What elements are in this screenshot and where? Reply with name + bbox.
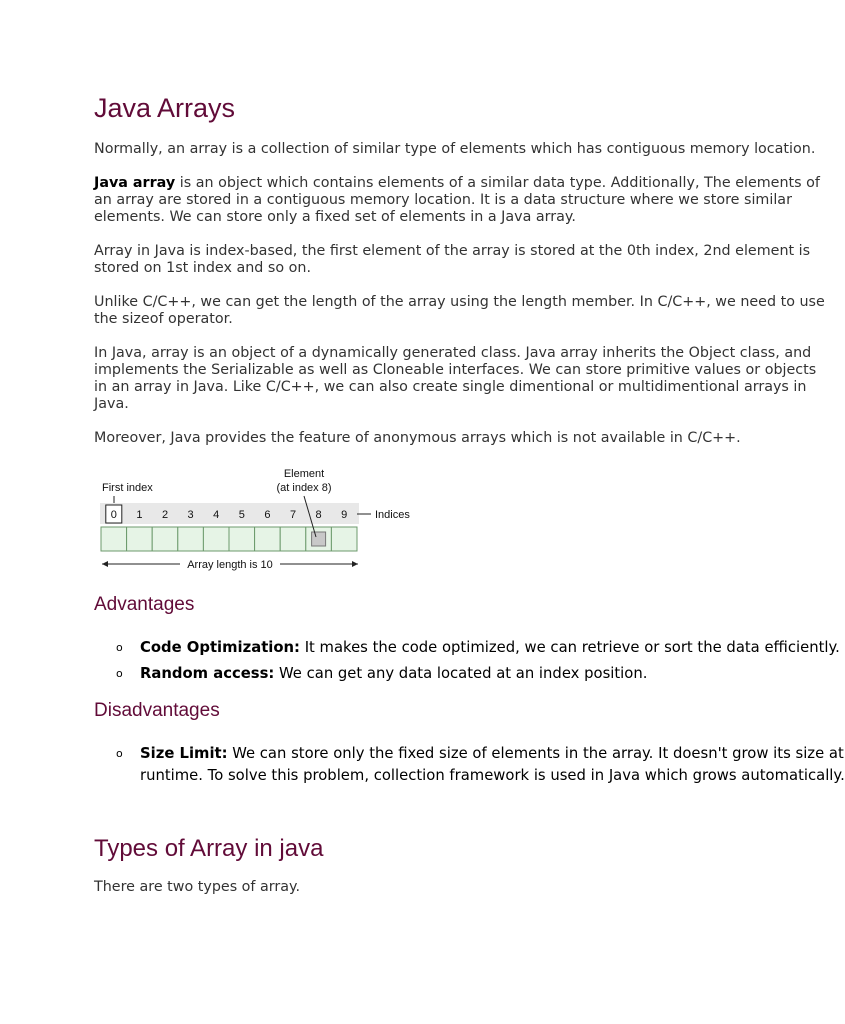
index-paragraph	[94, 243, 810, 277]
arrow-left-icon	[102, 561, 108, 567]
para4-line-2: the sizeof operator.	[94, 311, 233, 327]
element-label: Element	[283, 468, 325, 480]
item-term: Code Optimization:	[140, 639, 300, 656]
page-title: Java Arrays	[94, 93, 236, 123]
highlighted-element	[312, 532, 326, 546]
para5-line-4: Java.	[94, 396, 129, 412]
index-label: 5	[238, 509, 245, 521]
types-heading: Types of Array in java	[94, 835, 324, 862]
array-cell	[229, 527, 255, 551]
index-label: 7	[289, 509, 297, 521]
circle-bullet-icon: o	[116, 641, 123, 654]
anonymous-paragraph: Moreover, Java provides the feature of anonymous arrays which is not available in C/C++.	[94, 430, 741, 446]
array-cell	[152, 527, 178, 551]
para5-line-1: In Java, array is an object of a dynamically generated class. Java array inherits the Object class, and	[94, 345, 812, 361]
array-cell	[127, 527, 153, 551]
index-label: 4	[213, 509, 220, 521]
advantages-list	[94, 637, 840, 685]
index-label: 9	[341, 509, 348, 521]
types-paragraph: There are two types of array.	[94, 879, 300, 895]
para5-line-3: in an array in Java. Like C/C++, we can also create single dimentional or multidimentional arrays in	[94, 379, 807, 395]
java-array-paragraph	[94, 175, 820, 226]
para2-line-3: elements. We can store only a fixed set of elements in a Java array.	[94, 209, 576, 225]
first-index-label: First index	[102, 482, 153, 494]
para2-line-1: is an object which contains elements of a similar data type. Additionally, The elements of	[175, 175, 820, 191]
item-text: We can get any data located at an index position.	[274, 665, 648, 682]
disadvantages-list	[94, 743, 845, 787]
intro-paragraph: Normally, an array is a collection of similar type of elements which has contiguous memory location.	[94, 141, 816, 157]
item-text: We can store only the fixed size of elements in the array. It doesn't grow its size at	[227, 745, 844, 762]
index-label: 1	[136, 509, 143, 521]
length-paragraph	[94, 294, 825, 328]
index-label: 8	[315, 509, 322, 521]
list-item	[94, 663, 840, 685]
array-diagram	[94, 460, 424, 580]
index-label: 2	[161, 509, 169, 521]
item-term: Random access:	[140, 665, 275, 682]
para2-line-2: an array are stored in a contiguous memory location. It is a data structure where we store similar	[94, 192, 792, 208]
para3-line-1: Array in Java is index-based, the first element of the array is stored at the 0th index, 2nd element is	[94, 243, 811, 259]
array-cell	[255, 527, 281, 551]
circle-bullet-icon: o	[116, 667, 123, 680]
arrow-right-icon	[352, 561, 358, 567]
array-cell	[101, 527, 127, 551]
item-term: Size Limit:	[140, 745, 228, 762]
indices-label: Indices	[375, 509, 410, 521]
element-index-label: (at index 8)	[276, 482, 332, 494]
array-cell	[178, 527, 204, 551]
item-text: It makes the code optimized, we can retrieve or sort the data efficiently.	[299, 639, 840, 656]
array-cell	[280, 527, 306, 551]
disadvantages-heading: Disadvantages	[94, 700, 220, 721]
para5-line-2: implements the Serializable as well as Cloneable interfaces. We can store primitive values or objects	[94, 362, 817, 378]
index-label: 3	[187, 509, 194, 521]
cells-row	[101, 527, 357, 551]
advantages-heading: Advantages	[94, 594, 195, 615]
para4-line-1: Unlike C/C++, we can get the length of the array using the length member. In C/C++, we need to use	[94, 294, 825, 310]
array-cell	[203, 527, 229, 551]
list-item	[94, 743, 845, 787]
item-text-line-2: runtime. To solve this problem, collection framework is used in Java which grows automatically.	[140, 767, 845, 784]
array-cell	[331, 527, 357, 551]
array-length-label: Array length is 10	[187, 559, 273, 571]
para3-line-2: stored on 1st index and so on.	[94, 260, 312, 276]
index-label: 0	[110, 509, 117, 521]
index-label: 6	[264, 509, 271, 521]
java-array-term: Java array	[94, 175, 176, 191]
circle-bullet-icon: o	[116, 747, 123, 760]
object-paragraph	[94, 345, 816, 413]
list-item	[94, 637, 840, 659]
